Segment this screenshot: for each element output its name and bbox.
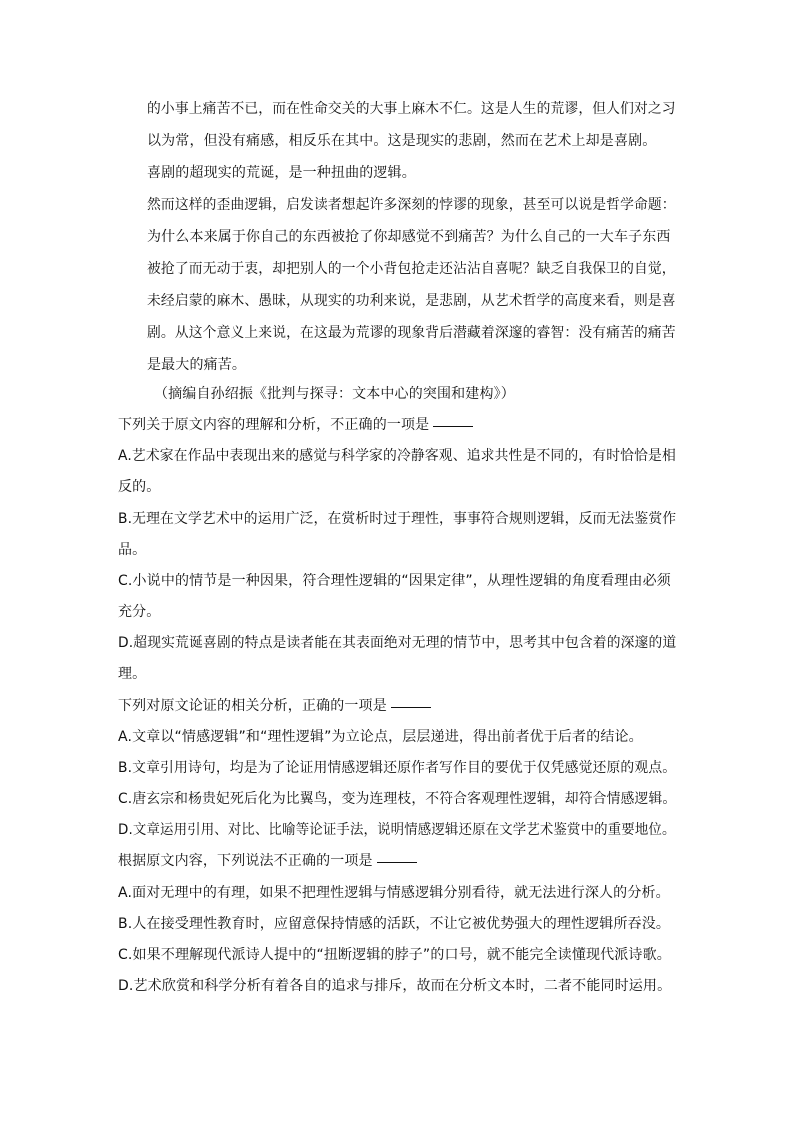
option-a: A.面对无理中的有理，如果不把理性逻辑与情感逻辑分别看待，就无法进行深人的分析。 xyxy=(118,885,670,901)
question-stem xyxy=(118,851,417,871)
passage-source: （摘编自孙绍振《批判与探寻：文本中心的突围和建构》） xyxy=(154,386,515,402)
passage-line: 为什么本来属于你自己的东西被抢了你却感觉不到痛苦？为什么自己的一大车子东西 xyxy=(147,229,671,245)
question-stem-text: 根据原文内容，下列说法不正确的一项是 xyxy=(118,853,373,869)
passage-line: 被抢了而无动于衷，却把别人的一个小背包抢走还沾沾自喜呢？缺乏自我保卫的自觉， xyxy=(147,261,676,277)
question-stem xyxy=(118,415,473,435)
option-d: D.超现实荒诞喜剧的特点是读者能在其表面绝对无理的情节中，思考其中包含着的深邃的道 xyxy=(118,635,677,651)
question-stem xyxy=(118,696,431,716)
option-b: B.文章引用诗句，均是为了论证用情感逻辑还原作者写作目的要优于仅凭感觉还原的观点。 xyxy=(118,760,677,776)
passage-line: 剧。从这个意义上来说，在这最为荒谬的现象背后潜藏着深邃的睿智：没有痛苦的痛苦 xyxy=(147,325,676,341)
passage-line: 喜剧的超现实的荒诞，是一种扭曲的逻辑。 xyxy=(147,165,416,181)
passage-line: 是最大的痛苦。 xyxy=(147,357,247,373)
passage-line: 的小事上痛苦不已，而在性命交关的大事上麻木不仁。这是人生的荒谬，但人们对之习 xyxy=(147,101,676,117)
option-d: D.艺术欣赏和科学分析有着各自的追求与排斥，故而在分析文本时，二者不能同时运用。 xyxy=(118,978,672,994)
option-d-continued: 理。 xyxy=(118,666,147,682)
option-a: A.艺术家在作品中表现出来的感觉与科学家的冷静客观、追求共性是不同的，有时恰恰是相 xyxy=(118,448,676,464)
option-a-continued: 反的。 xyxy=(118,479,161,495)
passage-line: 未经启蒙的麻木、愚昧，从现实的功利来说，是悲剧，从艺术哲学的高度来看，则是喜 xyxy=(147,293,676,309)
answer-blank[interactable] xyxy=(377,861,417,863)
option-b: B.人在接受理性教育时，应留意保持情感的活跃，不让它被优势强大的理性逻辑所吞没。 xyxy=(118,916,671,932)
option-c-continued: 充分。 xyxy=(118,604,161,620)
passage-line: 以为常，但没有痛感，相反乐在其中。这是现实的悲剧，然而在艺术上却是喜剧。 xyxy=(147,133,657,149)
question-stem-text: 下列对原文论证的相关分析，正确的一项是 xyxy=(118,698,387,714)
passage-line: 然而这样的歪曲逻辑，启发读者想起许多深刻的悖谬的现象，甚至可以说是哲学命题： xyxy=(147,197,676,213)
option-d: D.文章运用引用、对比、比喻等论证手法，说明情感逻辑还原在文学艺术鉴赏中的重要地位。 xyxy=(118,822,676,838)
question-stem-text: 下列关于原文内容的理解和分析，不正确的一项是 xyxy=(118,417,430,433)
option-a: A.文章以“情感逻辑”和“理性逻辑”为立论点，层层递进，得出前者优于后者的结论。 xyxy=(118,729,643,745)
option-c: C.小说中的情节是一种因果，符合理性逻辑的“因果定律”，从理性逻辑的角度看理由必须 xyxy=(118,573,671,589)
answer-blank[interactable] xyxy=(391,706,431,708)
answer-blank[interactable] xyxy=(433,425,473,427)
option-c: C.唐玄宗和杨贵妃死后化为比翼鸟，变为连理枝，不符合客观理性逻辑，却符合情感逻辑。 xyxy=(118,791,677,807)
option-c: C.如果不理解现代派诗人提中的“扭断逻辑的脖子”的口号，就不能完全读懂现代派诗歌。 xyxy=(118,947,671,963)
option-b: B.无理在文学艺术中的运用广泛，在赏析时过于理性，事事符合规则逻辑，反而无法鉴赏作 xyxy=(118,511,677,527)
option-b-continued: 品。 xyxy=(118,542,147,558)
